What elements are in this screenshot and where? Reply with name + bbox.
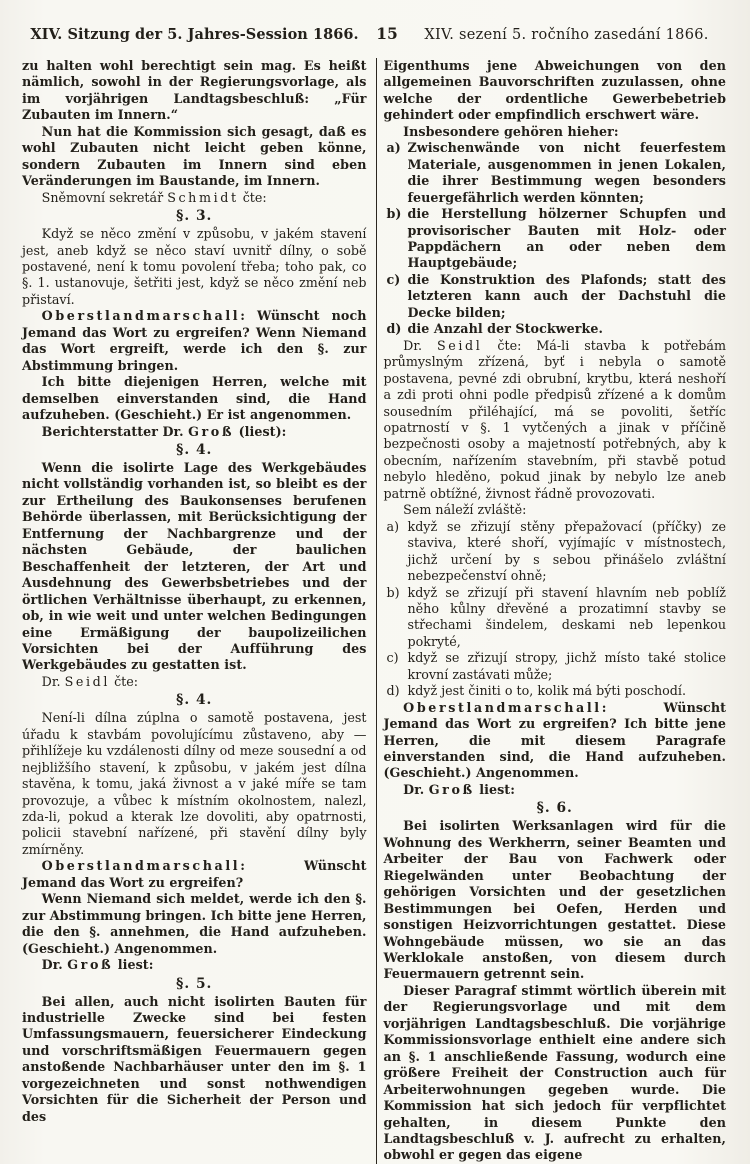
list-item-label: d) [386, 683, 400, 699]
column-left [22, 58, 367, 1164]
paragraph [22, 957, 367, 973]
text-run: Dieser Paragraf stimmt wörtlich überein mit der Regierungsvorlage und mit dem vorjährigen Landtagsbeschluß. Die vorjährige Kommissionsvorlage enthielt eine andere sich an §. 1 anschließende Fassung, wodurch eine größere Freiheit der Construction auch für Arbeiterwohnungen gegeben wurde. Die Kommission hat sich jedoch für verpflichtet gehalten, in diesem Punkte den Landtagsbeschluß v. J. aufrecht zu erhalten, obwohl er gegen das eigene [383, 982, 726, 1163]
text-run: Eigenthums jene Abweichungen von den allgemeinen Bauvorschriften zuzulassen, ohne welche der ordentliche Gewerbebetrieb gehindert oder empfindlich erschwert wäre. [383, 58, 726, 123]
text-run: když se zřizují stropy, jichž místo také stolice krovní zastávati může; [407, 650, 726, 682]
text-run: §. 4. [176, 441, 213, 458]
section-heading [22, 208, 367, 225]
paragraph [384, 818, 727, 983]
paragraph [22, 710, 367, 858]
list-item-label: c) [386, 271, 401, 287]
speaker-name: Groß [428, 781, 475, 797]
speaker-name: Seidl [437, 337, 483, 353]
text-run: §. 5. [176, 975, 213, 992]
text-run: die Konstruktion des Plafonds; statt des letzteren kann auch der Dachstuhl die Decke bilden; [407, 271, 726, 320]
header-title-czech: XIV. sezení 5. ročního zasedání 1866. [424, 27, 709, 43]
text-run: Ich bitte diejenigen Herren, welche mit demselben einverstanden sind, die Hand aufzuheben. (Geschieht.) Er ist angenommen. [22, 374, 367, 423]
page-header [22, 24, 726, 43]
paragraph [22, 124, 367, 190]
list-item-label: d) [386, 321, 402, 337]
speaker-name: Groß [67, 957, 114, 973]
text-run: když se zřizují při stavení hlavním neb poblíž něho kůlny dřevěné a prozatimní stavby se střechami šindelem, deskami neb lepenkou pokryté, [407, 584, 726, 649]
list-item-text [408, 585, 727, 651]
text-run: §. 4. [176, 692, 213, 709]
list-item-text [408, 206, 727, 272]
paragraph [22, 460, 367, 674]
paragraph [384, 700, 727, 782]
text-run: čte: [110, 673, 139, 689]
text-run: Dr. [403, 781, 429, 797]
paragraph [22, 374, 367, 423]
text-run: čte: Má-li stavba k potřebám průmyslným zřízená, byť i nebyla o samotě postavena, pevné zdi obrubní, krytbu, která neshoří a zdi proti ohni podle předpisů zřízené a k domům sousedním přiléhající, má se povoliti, šetříc opatrností v §. 1 vytčených a jinak v příčině bezpečnosti osoby a majetností potřebných, aby k obecním, nařízením stavebním, při stavbě potud nebylo hleděno, pokud jinak by nebylo lze aneb patrně obtížné, živnost řádně provozovati. [383, 337, 726, 501]
speaker-name: Oberstlandmarschall [41, 858, 241, 874]
list-item [384, 683, 727, 699]
paragraph [384, 338, 727, 503]
paragraph [22, 891, 367, 957]
text-run: : Wünscht Jemand das Wort zu ergreifen? Ich bitte jene Herren, die mit diesem Paragrafe einverstanden sind, die Hand aufzuheben. (Geschieht.) Angenommen. [383, 699, 726, 781]
list-item [384, 140, 727, 206]
paragraph [384, 502, 727, 518]
list-item [384, 585, 727, 651]
paragraph [384, 983, 727, 1164]
list-item [384, 650, 727, 683]
text-run: (liest): [234, 423, 287, 439]
speaker-name: Oberstlandmarschall [403, 699, 602, 715]
text-run: když se zřizují stěny přepažovací (příčky) ze staviva, které shoří, vyjímajíc v místnostech, jichž určení by s sebou přinášelo zvláštní nebezpečenství ohně; [407, 518, 726, 584]
text-run: Wenn Niemand sich meldet, werde ich den §. zur Abstimmung bringen. Ich bitte jene Herren, die den §. annehmen, die Hand aufzuheben. (Geschieht.) Angenommen. [22, 891, 367, 956]
section-heading [384, 800, 727, 817]
text-run: liest: [474, 781, 515, 797]
list-item-label: c) [386, 650, 399, 666]
list-item-text [408, 683, 727, 699]
speaker-name: Oberstlandmarschall [41, 308, 241, 324]
text-run: Wenn die isolirte Lage des Werkgebäudes nicht vollständig vorhanden ist, so bleibt es der zur Ertheilung des Baukonsenses berufenen Behörde überlassen, mit Berücksichtigung der Entfernung der Nachbargrenze und der nächsten Gebäude, der baulichen Beschaffenheit der letzteren, der Art und Ausdehnung des Gewerbsbetriebes und der örtlichen Verhältnisse überhaupt, zu erkennen, ob, in wie weit und unter welchen Bedingungen eine Ermäßigung der baupolizeilichen Vorsichten bei der Aufführung des Werkgebäudes zu gestatten ist. [22, 459, 367, 673]
list-item-label: a) [386, 518, 400, 534]
list-item-label: b) [386, 584, 400, 600]
paragraph [384, 124, 727, 140]
text-run: die Anzahl der Stockwerke. [407, 321, 603, 337]
list-item [384, 206, 727, 272]
text-run: die Herstellung hölzerner Schupfen und provisorischer Bauten mit Holz- oder Pappdächern an oder neben dem Hauptgebäude; [407, 206, 726, 271]
section-heading [22, 976, 367, 993]
speaker-name: Schmidt [167, 189, 239, 205]
speaker-name: Seidl [64, 673, 111, 689]
list-item-text [408, 519, 727, 585]
speaker-name: Groß [188, 423, 235, 439]
text-run: Dr. [41, 673, 65, 689]
paragraph [22, 308, 367, 374]
text-run: Bei isolirten Werksanlagen wird für die Wohnung des Werkherrn, seiner Beamten und Arbeiter der Bau von Fachwerk oder Riegelwänden unter Beobachtung der gehörigen Vorsichten und der gesetzlichen Bestimmungen bei Oefen, Herden und sonstigen Heizvorrichtungen gestattet. Diese Wohngebäude müssen, wo sie an das Werklokale anstoßen, von diesem durch Feuermauern getrennt sein. [383, 818, 726, 982]
text-run: Nun hat die Kommission sich gesagt, daß es wohl Zubauten nicht leicht geben könne, sondern Zubauten im Innern sind eben Veränderungen im Baustande, im Innern. [22, 123, 367, 189]
text-run: liest: [113, 957, 154, 973]
paragraph [22, 858, 367, 891]
text-run: Bei allen, auch nicht isolirten Bauten für industrielle Zwecke sind bei festen Umfassungsmauern, feuersicherer Eindeckung und vorschriftsmäßigen Feuermauern gegen anstoßende Nachbarhäuser unter den im §. 1 vorgezeichneten und sonst nothwendigen Vorsichten für die Sicherheit der Person und des [22, 993, 367, 1124]
text-run: Insbesondere gehören hieher: [403, 123, 619, 139]
column-right [384, 58, 727, 1164]
text-run: Dr. [41, 957, 68, 973]
paragraph [22, 674, 367, 690]
text-run: Dr. [403, 337, 437, 353]
column-divider-rule [376, 58, 377, 1164]
list-item-text [408, 272, 727, 321]
list-item-text [408, 140, 727, 206]
text-run: čte: [238, 189, 267, 205]
paragraph [22, 190, 367, 206]
paragraph [22, 424, 367, 440]
list-item-text [408, 321, 727, 337]
text-run: Není-li dílna zúplna o samotě postavena, jest úřadu k stavbám povolujícímu zůstaveno, aby — přihlížeje ku vzdálenosti dílny od meze sousední a od nejbližšího stavení, k způsobu, v jakém jest dílna stavěna, k tomu, jaká živnost a v jaké míře se tam provozuje, a vůbec k místním okolnostem, nalezl, zda-li, pokud a kterak lze dovoliti, aby opatrnosti, policii stavební nařízené, při stavění dílny byly zmírněny. [22, 710, 367, 857]
list-item-text [408, 650, 727, 683]
list-item-label: b) [386, 206, 402, 222]
text-run: když jest činiti o to, kolik má býti poschodí. [407, 683, 687, 699]
paragraph [384, 58, 727, 124]
list-item [384, 321, 727, 337]
text-run: Sněmovní sekretář [41, 189, 168, 205]
header-title-german: XIV. Sitzung der 5. Jahres-Session 1866. [30, 26, 359, 43]
paragraph [384, 782, 727, 798]
text-run: Když se něco změní v způsobu, v jakém stavení jest, aneb když se něco staví uvnitř dílny, o sobě postavené, není k tomu povolení třeba; toho pak, co §. 1. ustanovuje, šetřiti jest, když se něco změní neb přistaví. [22, 226, 367, 307]
text-run: zu halten wohl berechtigt sein mag. Es heißt nämlich, sowohl in der Regierungsvorlage, als im vorjährigen Landtagsbeschluß: „Für Zubauten im Innern.“ [22, 58, 367, 123]
text-run: Sem náleží zvláště: [403, 502, 527, 518]
text-columns [22, 58, 726, 1164]
section-heading [22, 692, 367, 709]
text-run: : Wünscht noch Jemand das Wort zu ergreifen? Wenn Niemand das Wort ergreift, werde ich den §. zur Abstimmung bringen. [22, 308, 367, 373]
paragraph [22, 58, 367, 124]
text-run: Berichterstatter Dr. [41, 423, 189, 439]
text-run: Zwischenwände von nicht feuerfestem Materiale, ausgenommen in jenen Lokalen, die ihrer Bestimmung wegen besonders feuergefährlich werden könnten; [407, 140, 726, 205]
list-item [384, 272, 727, 321]
text-run: §. 6. [536, 800, 573, 817]
list-item [384, 519, 727, 585]
text-run: : Wünscht Jemand das Wort zu ergreifen? [22, 858, 367, 890]
text-run: §. 3. [176, 208, 213, 225]
page-number: 15 [376, 24, 398, 43]
paragraph [22, 994, 367, 1126]
paragraph [22, 226, 367, 308]
list-item-label: a) [386, 140, 401, 156]
section-heading [22, 442, 367, 459]
